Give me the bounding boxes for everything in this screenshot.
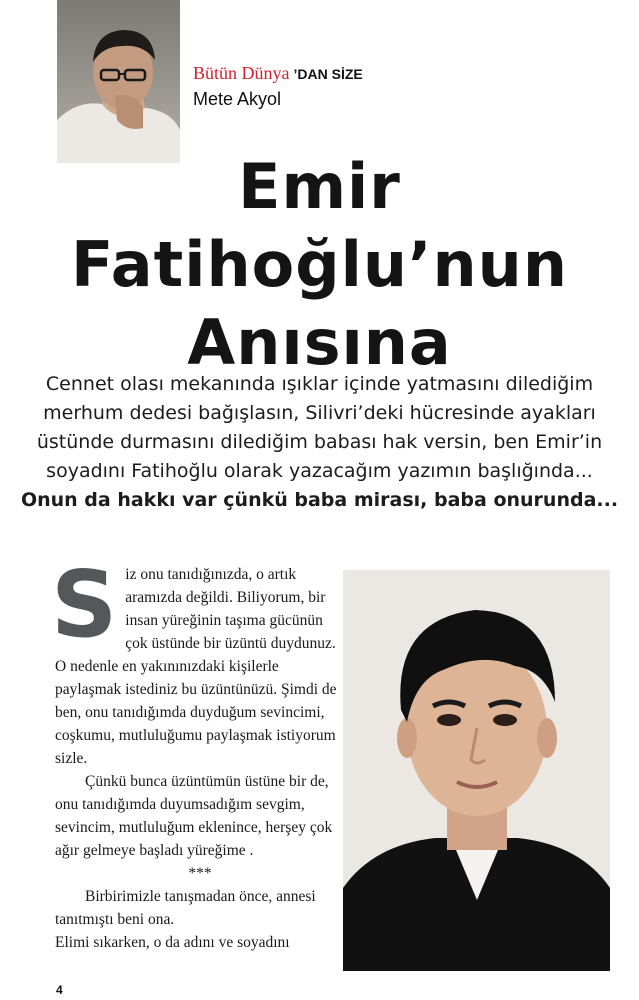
column-header	[193, 63, 363, 84]
body-paragraph-1: iz onu tanıdığınızda, o artık aramızda değildi. Biliyorum, bir insan yüreğinin taşıma gücünün çok üstünde bir üzüntü duydunuz. O nedenle en yakınınızdaki kişilerle paylaşmak istediniz bu üzüntünüzü. Şimdi de ben, onu tanıdığımda duyduğum sevincimi, coşkumu, mutluluğumu paylaşmak istiyorum sizle.	[55, 566, 337, 767]
article-body	[51, 551, 345, 954]
deck-text: Cennet olası mekanında ışıklar içinde yatmasını dilediğim merhum dedesi bağışlasın, Silivri’deki hücresinde ayakları üstünde durmasını dilediğim babası hak versin, ben Emir’in soyadını Fatihoğlu olarak yazacağım yazımın başlığında...	[36, 373, 603, 482]
section-separator: ***	[188, 865, 212, 882]
body-paragraph-4: Elimi sıkarken, o da adını ve soyadını	[55, 934, 290, 951]
headline-line-3: Anısına	[187, 306, 452, 379]
article-headline	[0, 148, 639, 382]
body-paragraph-3: Birbirimizle tanışmadan önce, annesi tanıtmıştı beni ona.	[55, 888, 316, 928]
page-number: 4	[56, 983, 63, 997]
author-photo	[57, 0, 180, 163]
article-deck	[18, 370, 621, 515]
drop-cap: S	[51, 551, 118, 658]
deck-emphasis: Onun da hakkı var çünkü baba mirası, baba onurunda...	[20, 489, 619, 511]
author-name: Mete Akyol	[193, 89, 282, 109]
column-suffix: ’DAN SİZE	[293, 66, 363, 82]
headline-line-1: Emir	[238, 150, 401, 223]
headline-line-2: Fatihoğlu’nun	[71, 228, 568, 301]
column-name: Bütün Dünya	[193, 63, 290, 83]
body-paragraph-2: Çünkü bunca üzüntümün üstüne bir de, onu tanıdığımda duyumsadığım sevgim, sevincim, mutluluğum eklenince, herşey çok ağır gelmeye başladı yüreğime .	[55, 773, 333, 859]
subject-portrait-photo	[343, 570, 610, 971]
